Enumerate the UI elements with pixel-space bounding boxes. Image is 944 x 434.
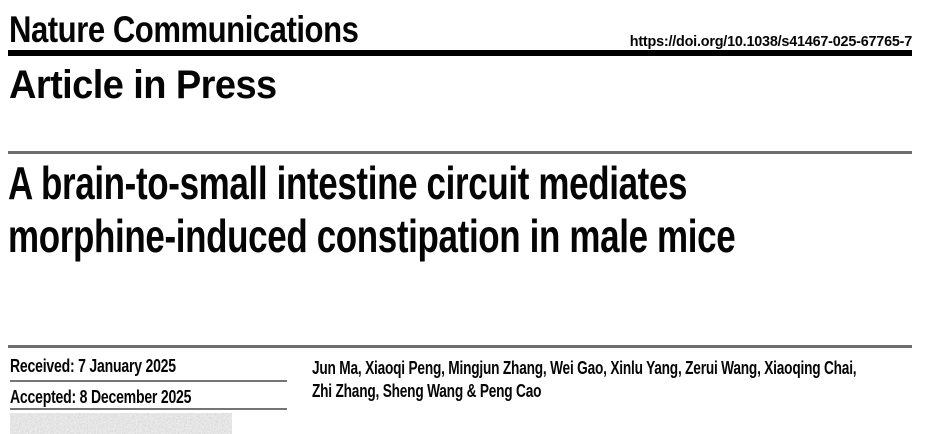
article-title-line-1: A brain-to-small intestine circuit mediates [8,157,688,209]
article-title-line-2: morphine-induced constipation in male mice [8,210,736,262]
metadata-top-rule [8,345,912,348]
noise-texture [10,413,232,434]
received-underline-rule [10,380,287,382]
accepted-underline-rule [10,408,287,410]
author-list-line-2: Zhi Zhang, Sheng Wang & Peng Cao [312,381,542,402]
received-date-text: Received: 7 January 2025 [10,356,176,376]
doi-link[interactable] [618,33,912,51]
article-title [8,157,944,263]
title-top-rule [8,151,912,154]
journal-name [9,9,425,51]
article-status [9,62,291,108]
doi-link-text[interactable]: https://doi.org/10.1038/s41467-025-67765-7 [629,33,912,50]
journal-name-text: Nature Communications [9,9,359,50]
accepted-date-text: Accepted: 8 December 2025 [10,387,192,407]
author-list [312,357,944,404]
article-status-text: Article in Press [9,63,277,107]
received-date [10,356,223,376]
accepted-date [10,387,242,407]
scanned-image-fragment [10,413,232,434]
masthead-rule [8,50,912,56]
author-list-line-1: Jun Ma, Xiaoqi Peng, Mingjun Zhang, Wei Gao, Xinlu Yang, Zerui Wang, Xiaoqing Chai, [312,358,857,378]
